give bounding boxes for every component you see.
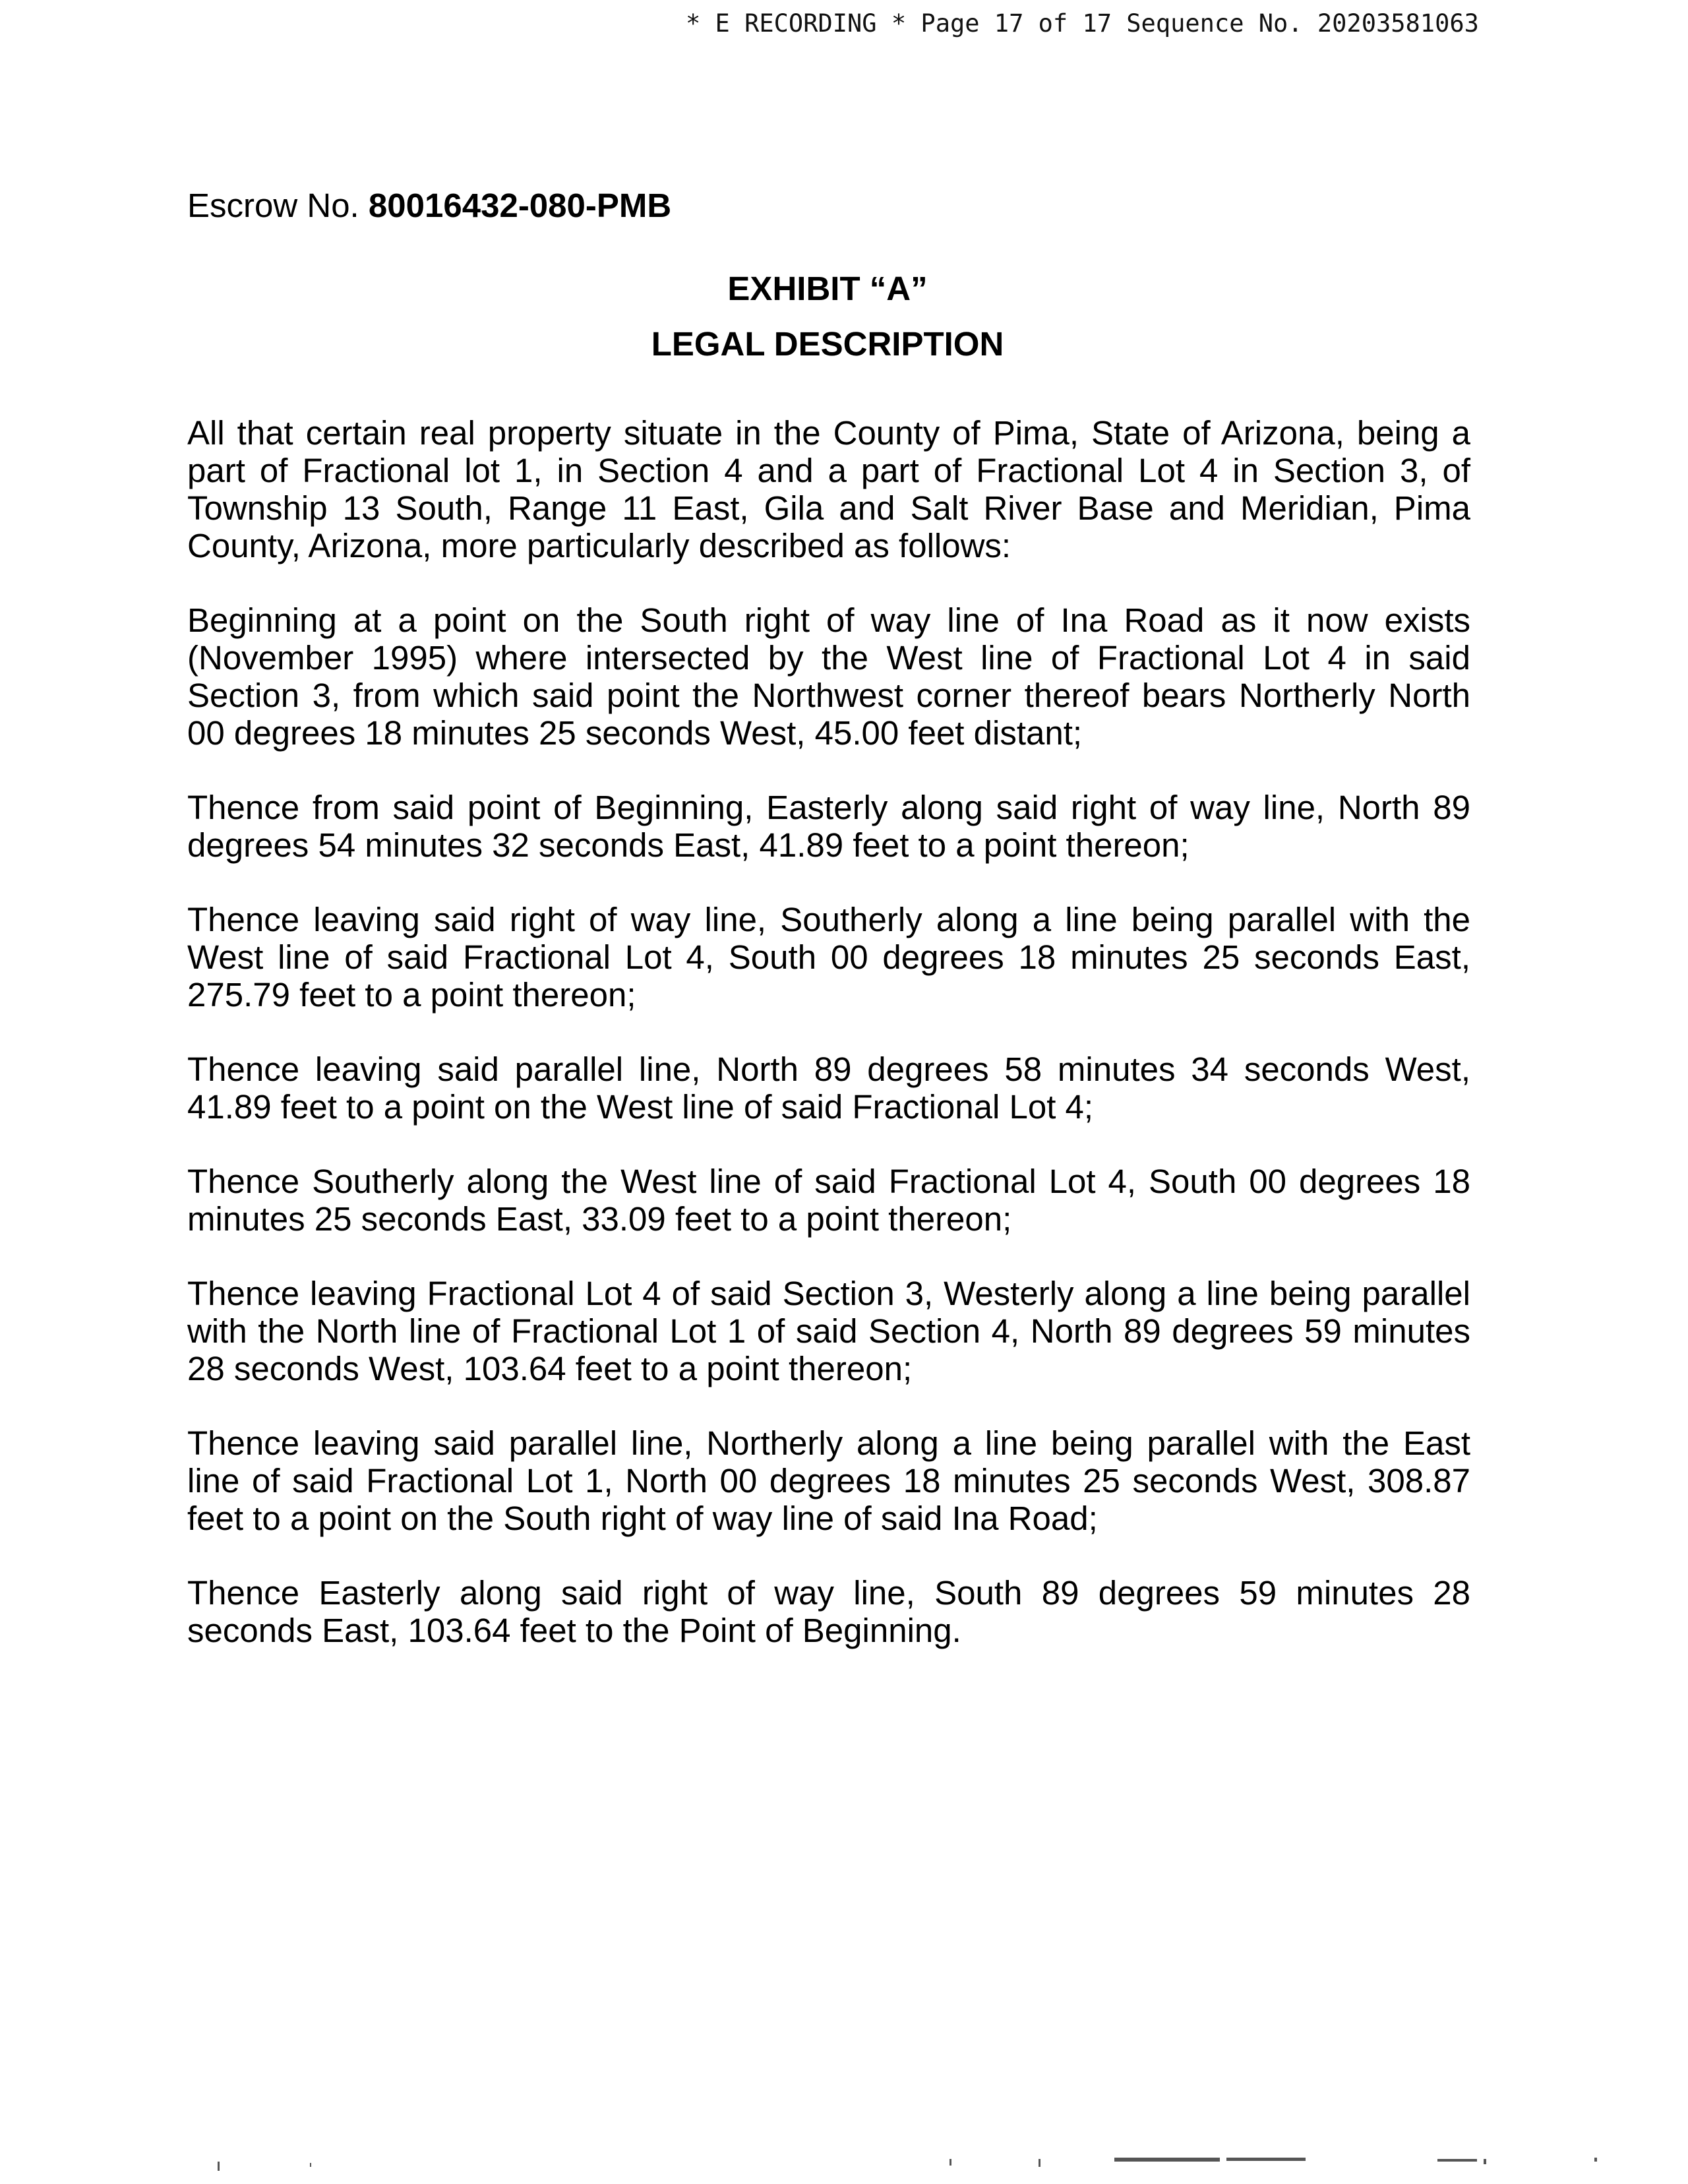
paragraph: Thence from said point of Beginning, Easterly along said right of way line, North 89 degrees 54 minutes 32 seconds East, 41.89 feet to a point thereon; <box>187 789 1470 864</box>
exhibit-subtitle: LEGAL DESCRIPTION <box>651 325 1004 363</box>
escrow-line <box>187 186 671 225</box>
paragraph: Thence Southerly along the West line of said Fractional Lot 4, South 00 degrees 18 minutes 25 seconds East, 33.09 feet to a point thereon; <box>187 1163 1470 1238</box>
recording-header: * E RECORDING * Page 17 of 17 Sequence No. 20203581063 <box>686 9 1479 38</box>
paragraph: Thence leaving said parallel line, North 89 degrees 58 minutes 34 seconds West, 41.89 feet to a point on the West line of said Fractional Lot 4; <box>187 1050 1470 1126</box>
escrow-label: Escrow No. <box>187 187 369 224</box>
escrow-number: 80016432-080-PMB <box>368 187 672 224</box>
paragraph: Thence leaving Fractional Lot 4 of said Section 3, Westerly along a line being parallel with the North line of Fractional Lot 1 of said Section 4, North 89 degrees 59 minutes 28 seconds West, 103.64 feet to a point thereon; <box>187 1275 1470 1387</box>
paragraph: Thence Easterly along said right of way line, South 89 degrees 59 minutes 28 seconds East, 103.64 feet to the Point of Beginning. <box>187 1574 1470 1649</box>
scan-artifacts <box>0 2150 1688 2176</box>
exhibit-title: EXHIBIT “A” <box>727 270 928 307</box>
legal-description-body <box>187 414 1470 1686</box>
paragraph: Thence leaving said parallel line, Northerly along a line being parallel with the East line of said Fractional Lot 1, North 00 degrees 18 minutes 25 seconds West, 308.87 feet to a point on the South right of way line of said Ina Road; <box>187 1424 1470 1537</box>
paragraph: Thence leaving said right of way line, Southerly along a line being parallel with the West line of said Fractional Lot 4, South 00 degrees 18 minutes 25 seconds East, 275.79 feet to a point thereon; <box>187 901 1470 1014</box>
paragraph: All that certain real property situate in the County of Pima, State of Arizona, being a part of Fractional lot 1, in Section 4 and a part of Fractional Lot 4 in Section 3, of Township 13 South, Range 11 East, Gila and Salt River Base and Meridian, Pima County, Arizona, more particularly described as follows: <box>187 414 1470 564</box>
paragraph: Beginning at a point on the South right of way line of Ina Road as it now exists (November 1995) where intersected by the West line of Fractional Lot 4 in said Section 3, from which said point the Northwest corner thereof bears Northerly North 00 degrees 18 minutes 25 seconds West, 45.00 feet distant; <box>187 601 1470 752</box>
